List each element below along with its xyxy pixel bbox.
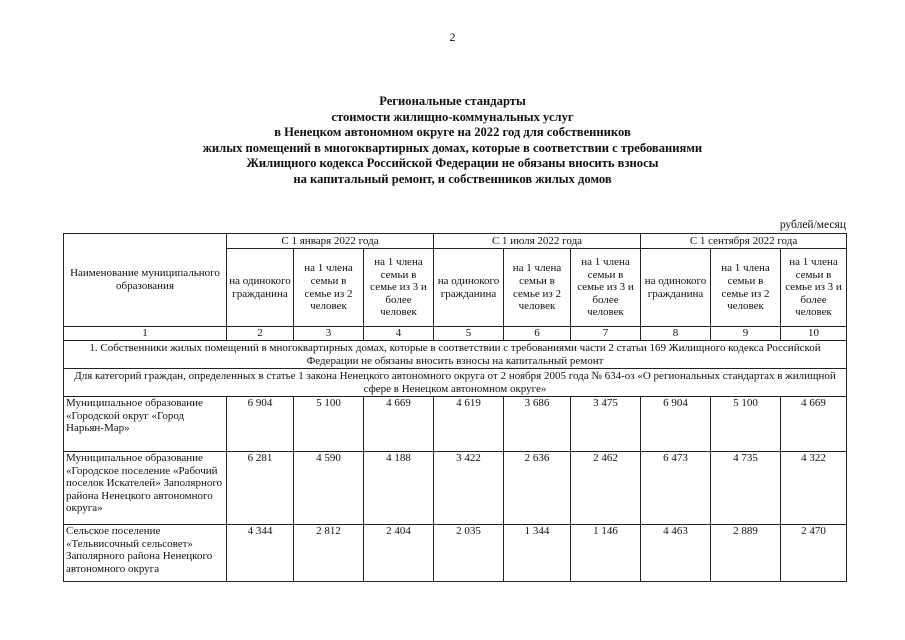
value-cell: 2 889 (711, 525, 781, 582)
column-number: 7 (571, 327, 641, 341)
value-cell: 4 669 (781, 397, 847, 452)
title-line: жилых помещений в многоквартирных домах, которые в соответствии с требованиями (202, 140, 703, 155)
municipality-name: Сельское поселение «Тельвисочный сельсовет» Заполярного района Ненецкого автономного округа (64, 525, 227, 582)
period-header: С 1 июля 2022 года (434, 234, 641, 249)
category-row (64, 369, 847, 397)
municipality-name: Муниципальное образование «Городское поселение «Рабочий поселок Искателей» Заполярного района Ненецкого автономного округа» (64, 452, 227, 525)
subheader: на 1 члена семьи в семье из 2 человек (711, 249, 781, 327)
table-row (64, 452, 847, 525)
column-number: 4 (364, 327, 434, 341)
column-number: 6 (504, 327, 571, 341)
column-number: 3 (294, 327, 364, 341)
subheader: на одинокого гражданина (434, 249, 504, 327)
standards-table (63, 233, 847, 582)
name-column-header: Наименование муниципального образования (64, 234, 227, 327)
value-cell: 2 636 (504, 452, 571, 525)
value-cell: 1 344 (504, 525, 571, 582)
column-number-row (64, 327, 847, 341)
column-number: 1 (64, 327, 227, 341)
value-cell: 4 322 (781, 452, 847, 525)
value-cell: 4 188 (364, 452, 434, 525)
value-cell: 4 590 (294, 452, 364, 525)
section-heading: 1. Собственники жилых помещений в многоквартирных домах, которые в соответствии с требованиями части 2 статьи 169 Жилищного кодекса Российской Федерации не обязаны вносить взносы на капитальный ремонт (64, 341, 847, 369)
units-label: рублей/месяц (779, 219, 846, 231)
value-cell: 6 281 (227, 452, 294, 525)
subheader: на 1 члена семьи в семье из 3 и более человек (364, 249, 434, 327)
column-number: 8 (641, 327, 711, 341)
subheader: на 1 члена семьи в семье из 3 и более человек (571, 249, 641, 327)
value-cell: 5 100 (711, 397, 781, 452)
subheader: на 1 члена семьи в семье из 2 человек (294, 249, 364, 327)
value-cell: 6 473 (641, 452, 711, 525)
table-row (64, 525, 847, 582)
value-cell: 2 035 (434, 525, 504, 582)
value-cell: 3 475 (571, 397, 641, 452)
value-cell: 2 470 (781, 525, 847, 582)
title-line: стоимости жилищно-коммунальных услуг (331, 109, 574, 124)
title-line: на капитальный ремонт, и собственников жилых домов (293, 171, 612, 186)
document-title (0, 94, 905, 188)
column-number: 5 (434, 327, 504, 341)
page-number: 2 (449, 30, 456, 44)
value-cell: 4 463 (641, 525, 711, 582)
category-heading: Для категорий граждан, определенных в статье 1 закона Ненецкого автономного округа от 2 ноября 2005 года № 634-оз «О региональных стандартах в жилищной сфере в Ненецком автономном округе» (64, 369, 847, 397)
column-number: 9 (711, 327, 781, 341)
municipality-name: Муниципальное образование «Городской округ «Город Нарьян-Мар» (64, 397, 227, 452)
column-number: 10 (781, 327, 847, 341)
table-row (64, 397, 847, 452)
title-line: Региональные стандарты (379, 94, 526, 108)
value-cell: 3 422 (434, 452, 504, 525)
value-cell: 4 669 (364, 397, 434, 452)
subheader: на одинокого гражданина (227, 249, 294, 327)
subheader: на 1 члена семьи в семье из 3 и более человек (781, 249, 847, 327)
subheader: на 1 члена семьи в семье из 2 человек (504, 249, 571, 327)
period-header: С 1 января 2022 года (227, 234, 434, 249)
period-header: С 1 сентября 2022 года (641, 234, 847, 249)
value-cell: 1 146 (571, 525, 641, 582)
value-cell: 3 686 (504, 397, 571, 452)
column-number: 2 (227, 327, 294, 341)
value-cell: 2 812 (294, 525, 364, 582)
value-cell: 4 344 (227, 525, 294, 582)
value-cell: 4 735 (711, 452, 781, 525)
value-cell: 6 904 (227, 397, 294, 452)
value-cell: 5 100 (294, 397, 364, 452)
subheader: на одинокого гражданина (641, 249, 711, 327)
section-row (64, 341, 847, 369)
value-cell: 2 404 (364, 525, 434, 582)
title-line: Жилищного кодекса Российской Федерации не обязаны вносить взносы (246, 156, 659, 171)
value-cell: 6 904 (641, 397, 711, 452)
header-row-periods (64, 234, 847, 249)
value-cell: 4 619 (434, 397, 504, 452)
title-line: в Ненецком автономном округе на 2022 год для собственников (274, 125, 631, 140)
value-cell: 2 462 (571, 452, 641, 525)
